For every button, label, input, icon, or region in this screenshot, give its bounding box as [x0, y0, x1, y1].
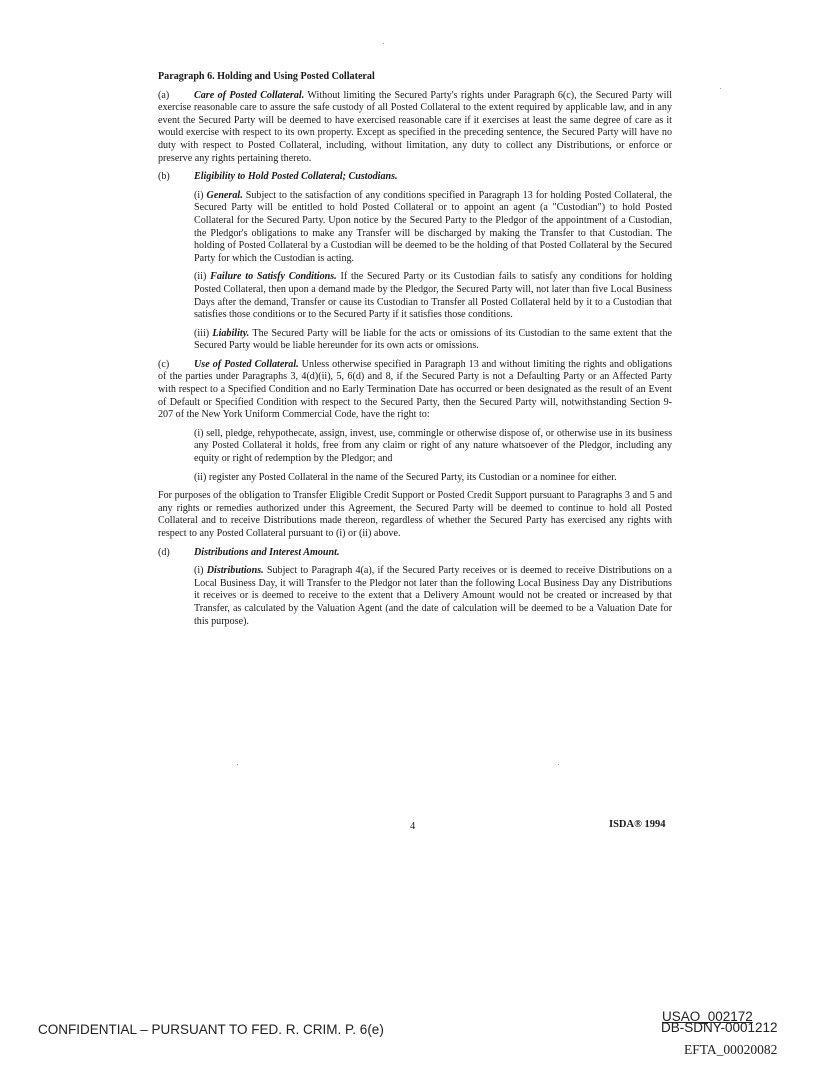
- section-b-iii-num: (iii): [194, 327, 213, 339]
- section-c: [158, 359, 672, 422]
- page-number: 4: [410, 821, 416, 832]
- paragraph-heading: Paragraph 6. Holding and Using Posted Collateral: [158, 71, 375, 82]
- section-b-label: (b): [158, 171, 170, 183]
- section-c-title: Use of Posted Collateral.: [194, 358, 299, 370]
- db-number: DB-SDNY-0001212: [661, 1020, 778, 1035]
- section-b-iii-text: The Secured Party will be liable for the acts or omissions of its Custodian to the same extent that the Secured Party would be liable hereunder for its own acts or omissions.: [194, 327, 672, 352]
- section-a-label: (a): [158, 89, 170, 101]
- section-b-ii-num: (ii): [194, 271, 211, 283]
- scan-speck: [237, 764, 238, 765]
- section-b-ii-title: Failure to Satisfy Conditions.: [210, 271, 337, 283]
- scan-speck: [383, 43, 384, 44]
- section-b-iii-title: Liability.: [212, 327, 250, 339]
- section-a: [158, 90, 672, 166]
- section-b: [158, 171, 672, 184]
- section-b-iii: [194, 328, 672, 353]
- section-b-i-title: General.: [206, 189, 243, 201]
- section-c-i: (i) sell, pledge, rehypothecate, assign, invest, use, commingle or otherwise dispose of, or otherwise use in its business any Posted Collateral it holds, free from any claim or right of any nature whatsoever of the Pledgor, including any equity or right of redemption by the Pledgor; and: [194, 427, 672, 465]
- scan-speck: [558, 764, 559, 765]
- scan-speck: [720, 88, 721, 89]
- section-c-after: For purposes of the obligation to Transfer Eligible Credit Support or Posted Credit Support pursuant to Paragraphs 3 and 5 and any rights or remedies authorized under this Agreement, the Secured Party will be deemed to continue to hold all Posted Collateral and to receive Distributions made thereon, regardless of whether the Secured Party has exercised any rights with respect to any Posted Collateral pursuant to (i) or (ii) above.: [158, 490, 672, 539]
- efta-number: EFTA_00020082: [684, 1042, 778, 1057]
- document-body: [158, 71, 672, 634]
- section-a-text: Without limiting the Secured Party's rights under Paragraph 6(c), the Secured Party will exercise reasonable care to assure the safe custody of all Posted Collateral to the extent required by applicable law, and in any event the Secured Party will be deemed to have exercised reasonable care if it exercises at least the same degree of care as it would exercise with respect to its own property. Except as specified in the preceding sentence, the Secured Party will have no duty with respect to Posted Collateral, including, without limitation, any duty to collect any Distributions, or enforce or preserve any rights pertaining thereto.: [158, 89, 673, 164]
- section-c-text: Unless otherwise specified in Paragraph 13 and without limiting the rights and obligations of the parties under Paragraphs 3, 4(d)(ii), 5, 6(d) and 8, if the Secured Party is not a Defaulting Party or an Affected Party with respect to a Specified Condition and no Early Termination Date has occurred or been designated as the result of an Event of Default or Specified Condition with respect to the Secured Party, then the Secured Party will, notwithstanding Section 9-207 of the New York Uniform Commercial Code, have the right to:: [158, 358, 673, 421]
- section-b-ii: [194, 271, 672, 321]
- section-d: [158, 547, 672, 560]
- section-d-i: [194, 565, 672, 628]
- section-d-i-num: (i): [194, 565, 207, 577]
- section-d-i-title: Distributions.: [206, 565, 264, 577]
- section-a-title: Care of Posted Collateral.: [194, 89, 305, 101]
- section-d-title: Distributions and Interest Amount.: [194, 546, 340, 558]
- bates-stamp: [661, 1010, 781, 1035]
- section-d-label: (d): [158, 546, 170, 558]
- section-b-title: Eligibility to Hold Posted Collateral; Custodians.: [194, 171, 398, 183]
- section-b-ii-text: If the Secured Party or its Custodian fails to satisfy any conditions for holding Posted Collateral, then upon a demand made by the Pledgor, the Secured Party will, not later than five Local Business Days after the demand, Transfer or cause its Custodian to Transfer all Posted Collateral held by it to a Custodian that satisfies those conditions or to the Secured Party if it satisfies those conditions.: [194, 271, 673, 321]
- section-b-i-num: (i): [194, 189, 207, 201]
- section-d-i-text: Subject to Paragraph 4(a), if the Secured Party receives or is deemed to receive Distributions on a Local Business Day, it will Transfer to the Pledgor not later than the following Local Business Day any Distributions it receives or is deemed to receive to the extent that a Delivery Amount would not be created or increased by that Transfer, as calculated by the Valuation Agent (and the date of calculation will be deemed to be a Valuation Date for this purpose).: [194, 565, 672, 627]
- section-c-label: (c): [158, 358, 170, 370]
- confidential-notice: CONFIDENTIAL – PURSUANT TO FED. R. CRIM. P. 6(e): [38, 1022, 384, 1037]
- usao-number: USAO_002172: [662, 1009, 753, 1024]
- section-c-ii: (ii) register any Posted Collateral in the name of the Secured Party, its Custodian or a nominee for either.: [194, 471, 617, 483]
- section-b-i-text: Subject to the satisfaction of any conditions specified in Paragraph 13 for holding Posted Collateral, the Secured Party will be entitled to hold Posted Collateral or to appoint an agent (a "Custodian") to hold Posted Collateral for the Secured Party. Upon notice by the Secured Party to the Pledgor of the appointment of a Custodian, the Pledgor's obligations to make any Transfer will be discharged by making the Transfer to that Custodian. The holding of Posted Collateral by a Custodian will be deemed to be the holding of that Posted Collateral by the Secured Party for which the Custodian is acting.: [194, 189, 672, 264]
- isda-footer: ISDA® 1994: [609, 819, 666, 830]
- section-b-i: [194, 190, 672, 266]
